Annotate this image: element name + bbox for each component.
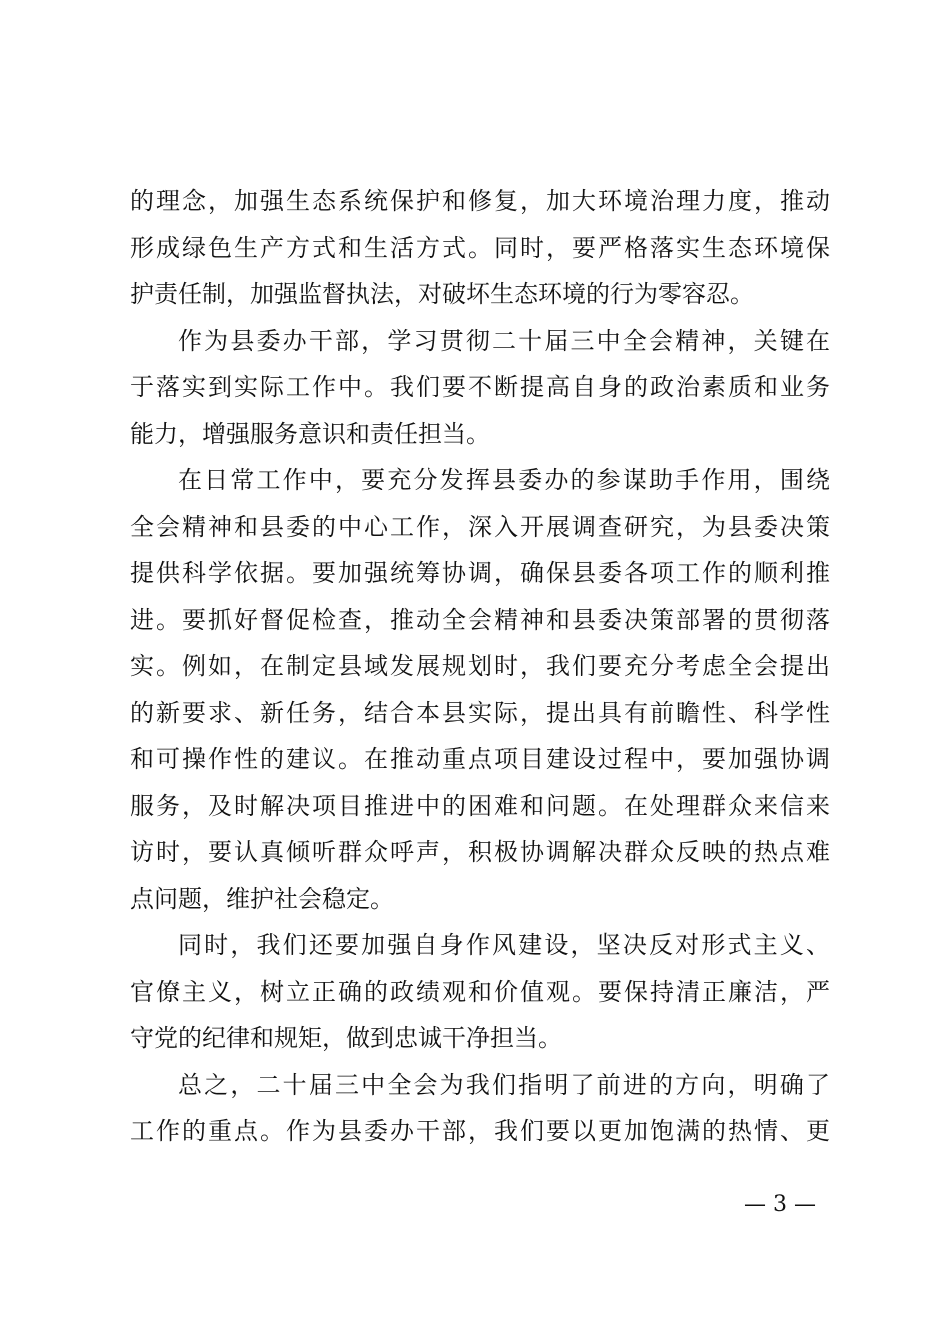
- paragraph: [130, 457, 830, 922]
- text-line: 官僚主义，树立正确的政绩观和价值观。要保持清正廉洁，严: [130, 977, 830, 1006]
- text-line: 和可操作性的建议。在推动重点项目建设过程中，要加强协调: [130, 745, 830, 773]
- text-line: 护责任制，加强监督执法，对破坏生态环境的行为零容忍。: [130, 280, 754, 308]
- text-line: 总之，二十届三中全会为我们指明了前进的方向，明确了: [178, 1070, 830, 1099]
- text-line: 于落实到实际工作中。我们要不断提高自身的政治素质和业务: [130, 373, 830, 401]
- text-line: 的新要求、新任务，结合本县实际，提出具有前瞻性、科学性: [130, 698, 830, 727]
- text-line: 访时，要认真倾听群众呼声，积极协调解决群众反映的热点难: [130, 838, 830, 866]
- page-number: — 3 —: [744, 1192, 816, 1217]
- paragraph: [130, 922, 830, 1062]
- text-line: 形成绿色生产方式和生活方式。同时，要严格落实生态环境保: [130, 233, 830, 262]
- paragraph: [130, 1062, 830, 1155]
- text-line: 提供科学依据。要加强统筹协调，确保县委各项工作的顺利推: [130, 559, 830, 587]
- text-line: 点问题，维护社会稳定。: [130, 884, 394, 913]
- text-line: 在日常工作中，要充分发挥县委办的参谋助手作用，围绕: [178, 466, 830, 494]
- text-line: 守党的纪律和规矩，做到忠诚干净担当。: [130, 1024, 562, 1052]
- text-line: 服务，及时解决项目推进中的困难和问题。在处理群众来信来: [130, 791, 830, 820]
- text-line: 能力，增强服务意识和责任担当。: [130, 419, 490, 448]
- text-line: 作为县委办干部，学习贯彻二十届三中全会精神，关键在: [178, 326, 830, 355]
- text-line: 实。例如，在制定县域发展规划时，我们要充分考虑全会提出: [130, 652, 830, 680]
- text-line: 全会精神和县委的中心工作，深入开展调查研究，为县委决策: [130, 512, 830, 541]
- text-line: 工作的重点。作为县委办干部，我们要以更加饱满的热情、更: [130, 1117, 830, 1145]
- text-line: 的理念，加强生态系统保护和修复，加大环境治理力度，推动: [130, 187, 830, 215]
- paragraph: [130, 178, 830, 318]
- text-line: 进。要抓好督促检查，推动全会精神和县委决策部署的贯彻落: [130, 605, 830, 634]
- paragraph: [130, 318, 830, 458]
- text-line: 同时，我们还要加强自身作风建设，坚决反对形式主义、: [178, 931, 830, 959]
- body-text: [130, 178, 830, 1155]
